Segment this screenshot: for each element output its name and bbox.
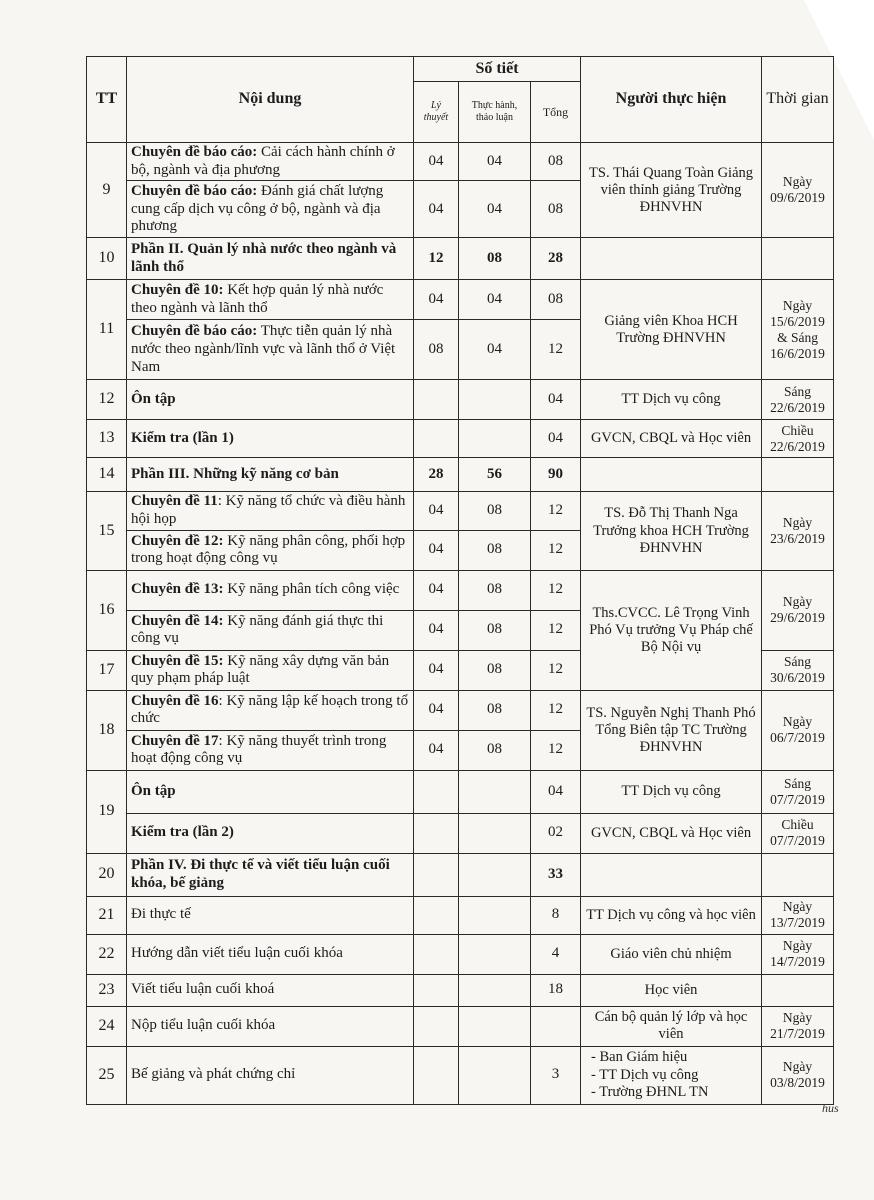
theory-hours: 04	[414, 650, 459, 690]
total-hours: 04	[531, 380, 581, 420]
time-cell: Ngày 14/7/2019	[762, 934, 834, 974]
theory-hours: 04	[414, 730, 459, 770]
practice-hours: 04	[459, 181, 531, 238]
table-row	[87, 1006, 834, 1046]
topic-label: Chuyên đề báo cáo:	[131, 144, 258, 160]
table-row	[87, 813, 834, 853]
person-cell: TT Dịch vụ công và học viên	[581, 896, 762, 934]
practice-hours: 08	[459, 570, 531, 610]
topic-label: Chuyên đề 13:	[131, 581, 224, 598]
table-row	[87, 934, 834, 974]
row-number: 23	[87, 974, 127, 1006]
table-row	[87, 974, 834, 1006]
topic-cell	[127, 570, 414, 610]
topic-cell: Nộp tiểu luận cuối khóa	[127, 1006, 414, 1046]
table-row	[87, 143, 834, 181]
total-hours: 4	[531, 934, 581, 974]
theory-hours: 04	[414, 181, 459, 238]
person-cell	[581, 238, 762, 280]
topic-text: : Kỹ năng thuyết trình trong hoạt động công vụ	[131, 732, 387, 767]
topic-text: Kết hợp quản lý nhà nước theo ngành và lãnh thổ	[131, 282, 384, 316]
row-number: 16	[87, 570, 127, 650]
topic-label: Chuyên đề 16	[131, 692, 219, 709]
total-hours: 8	[531, 896, 581, 934]
time-cell	[762, 458, 834, 492]
practice-hours	[459, 770, 531, 813]
practice-hours: 08	[459, 238, 531, 280]
practice-hours: 08	[459, 730, 531, 770]
theory-hours: 04	[414, 690, 459, 730]
table-row	[87, 853, 834, 896]
part-title: Phần III. Những kỹ năng cơ bản	[127, 458, 414, 492]
total-hours: 12	[531, 730, 581, 770]
row-number: 9	[87, 143, 127, 238]
person-cell	[581, 853, 762, 896]
time-cell: Ngày 23/6/2019	[762, 492, 834, 570]
topic-text: Đánh giá chất lượng cung cấp dịch vụ công ở bộ, ngành và địa phương	[131, 182, 384, 235]
topic-cell	[127, 492, 414, 530]
theory-hours	[414, 813, 459, 853]
header-content: Nội dung	[127, 57, 414, 143]
table-row	[87, 570, 834, 610]
total-hours: 12	[531, 320, 581, 380]
theory-hours	[414, 1006, 459, 1046]
topic-cell: Bế giảng và phát chứng chỉ	[127, 1046, 414, 1104]
time-cell: Ngày 09/6/2019	[762, 143, 834, 238]
time-cell: Chiều 07/7/2019	[762, 813, 834, 853]
topic-cell	[127, 610, 414, 650]
total-hours: 04	[531, 770, 581, 813]
person-cell: GVCN, CBQL và Học viên	[581, 813, 762, 853]
practice-hours	[459, 896, 531, 934]
topic-cell: Đi thực tế	[127, 896, 414, 934]
theory-hours	[414, 380, 459, 420]
row-number: 11	[87, 280, 127, 380]
time-cell: Ngày 21/7/2019	[762, 1006, 834, 1046]
person-cell: TS. Nguyễn Nghị Thanh Phó Tổng Biên tập TC Trường ĐHNVHN	[581, 690, 762, 770]
practice-hours	[459, 1006, 531, 1046]
theory-hours: 04	[414, 492, 459, 530]
practice-hours	[459, 974, 531, 1006]
time-cell	[762, 853, 834, 896]
total-hours: 3	[531, 1046, 581, 1104]
time-cell: Sáng 30/6/2019	[762, 650, 834, 690]
total-hours: 08	[531, 280, 581, 320]
table-row	[87, 1046, 834, 1104]
theory-hours: 28	[414, 458, 459, 492]
topic-label: Chuyên đề 11	[131, 493, 218, 510]
row-number: 10	[87, 238, 127, 280]
topic-cell: Ôn tập	[127, 770, 414, 813]
practice-hours: 04	[459, 280, 531, 320]
practice-hours	[459, 1046, 531, 1104]
time-cell: Ngày 13/7/2019	[762, 896, 834, 934]
person-cell: TT Dịch vụ công	[581, 380, 762, 420]
total-hours: 08	[531, 181, 581, 238]
row-number: 13	[87, 420, 127, 458]
theory-hours: 04	[414, 280, 459, 320]
theory-hours	[414, 1046, 459, 1104]
header-person: Người thực hiện	[581, 57, 762, 143]
person-cell	[581, 458, 762, 492]
topic-cell	[127, 730, 414, 770]
topic-text: Cải cách hành chính ở bộ, ngành và địa phương	[131, 144, 395, 178]
theory-hours	[414, 420, 459, 458]
row-number: 18	[87, 690, 127, 770]
table-row	[87, 896, 834, 934]
practice-hours: 08	[459, 610, 531, 650]
topic-label: Chuyên đề 10:	[131, 282, 224, 299]
topic-text: Kỹ năng phân tích công việc	[223, 581, 400, 598]
total-hours: 33	[531, 853, 581, 896]
theory-hours: 04	[414, 143, 459, 181]
topic-label: Chuyên đề 15:	[131, 652, 224, 669]
time-cell	[762, 974, 834, 1006]
topic-cell: Hướng dẫn viết tiểu luận cuối khóa	[127, 934, 414, 974]
training-schedule-table	[86, 56, 834, 1105]
topic-text: Kỹ năng đánh giá thực thi công vụ	[131, 612, 384, 647]
topic-text: Kỹ năng xây dựng văn bản quy phạm pháp luật	[131, 652, 390, 687]
header-total: Tổng	[531, 82, 581, 143]
header-time: Thời gian	[762, 57, 834, 143]
theory-hours: 04	[414, 610, 459, 650]
theory-hours: 12	[414, 238, 459, 280]
theory-hours: 04	[414, 570, 459, 610]
topic-cell	[127, 143, 414, 181]
row-number: 17	[87, 650, 127, 690]
total-hours: 12	[531, 570, 581, 610]
practice-hours: 04	[459, 143, 531, 181]
time-cell: Ngày 03/8/2019	[762, 1046, 834, 1104]
topic-label: Chuyên đề 17	[131, 732, 219, 749]
total-hours: 12	[531, 690, 581, 730]
topic-cell	[127, 181, 414, 238]
row-number: 24	[87, 1006, 127, 1046]
table-row	[87, 458, 834, 492]
total-hours: 08	[531, 143, 581, 181]
table-row	[87, 238, 834, 280]
person-line: - TT Dịch vụ công	[591, 1066, 699, 1083]
practice-hours: 08	[459, 530, 531, 570]
total-hours: 28	[531, 238, 581, 280]
person-cell: TS. Đỗ Thị Thanh Nga Trưởng khoa HCH Trường ĐHNVHN	[581, 492, 762, 570]
time-cell: Chiều 22/6/2019	[762, 420, 834, 458]
theory-hours	[414, 934, 459, 974]
header-row	[87, 57, 834, 82]
time-cell: Ngày 29/6/2019	[762, 570, 834, 650]
topic-cell	[127, 650, 414, 690]
total-hours: 90	[531, 458, 581, 492]
topic-text: Kỹ năng phân công, phối hợp trong hoạt động công vụ	[131, 532, 406, 567]
practice-hours: 08	[459, 492, 531, 530]
table-row	[87, 280, 834, 320]
theory-hours	[414, 974, 459, 1006]
person-line: - Trường ĐHNL TN	[591, 1083, 709, 1100]
person-cell: GVCN, CBQL và Học viên	[581, 420, 762, 458]
topic-cell: Kiểm tra (lần 2)	[127, 813, 414, 853]
header-practice: Thực hành, thảo luận	[459, 82, 531, 143]
header-lessons: Số tiết	[414, 57, 581, 82]
topic-cell	[127, 530, 414, 570]
person-line: - Ban Giám hiệu	[591, 1049, 688, 1066]
time-cell: Sáng 22/6/2019	[762, 380, 834, 420]
topic-cell: Kiểm tra (lần 1)	[127, 420, 414, 458]
part-title: Phần II. Quản lý nhà nước theo ngành và lãnh thổ	[127, 238, 414, 280]
topic-cell	[127, 320, 414, 380]
person-cell: Giảng viên Khoa HCH Trường ĐHNVHN	[581, 280, 762, 380]
practice-hours: 08	[459, 690, 531, 730]
total-hours: 18	[531, 974, 581, 1006]
total-hours: 02	[531, 813, 581, 853]
person-cell: TS. Thái Quang Toàn Giảng viên thỉnh giảng Trường ĐHNVHN	[581, 143, 762, 238]
topic-text: : Kỹ năng lập kế hoạch trong tổ chức	[131, 692, 409, 727]
theory-hours: 08	[414, 320, 459, 380]
person-cell: Giáo viên chủ nhiệm	[581, 934, 762, 974]
time-cell	[762, 238, 834, 280]
total-hours: 12	[531, 610, 581, 650]
table-row	[87, 690, 834, 730]
topic-label: Chuyên đề 14:	[131, 612, 224, 629]
total-hours: 12	[531, 492, 581, 530]
theory-hours	[414, 853, 459, 896]
part-title: Phần IV. Đi thực tế và viết tiểu luận cuối khóa, bế giảng	[127, 853, 414, 896]
practice-hours: 08	[459, 650, 531, 690]
person-cell: Ths.CVCC. Lê Trọng Vinh Phó Vụ trưởng Vụ Pháp chế Bộ Nội vụ	[581, 570, 762, 690]
table-row	[87, 420, 834, 458]
row-number: 15	[87, 492, 127, 570]
row-number: 25	[87, 1046, 127, 1104]
table-row	[87, 492, 834, 530]
total-hours: 12	[531, 650, 581, 690]
person-cell	[581, 1046, 762, 1104]
initials-signature: hus	[822, 1101, 839, 1115]
theory-hours: 04	[414, 530, 459, 570]
header-tt: TT	[87, 57, 127, 143]
practice-hours	[459, 853, 531, 896]
topic-cell: Ôn tập	[127, 380, 414, 420]
theory-hours	[414, 770, 459, 813]
practice-hours	[459, 420, 531, 458]
row-number: 19	[87, 770, 127, 853]
topic-label: Chuyên đề báo cáo:	[131, 182, 258, 199]
practice-hours: 56	[459, 458, 531, 492]
row-number: 14	[87, 458, 127, 492]
practice-hours: 04	[459, 320, 531, 380]
row-number: 12	[87, 380, 127, 420]
practice-hours	[459, 934, 531, 974]
topic-label: Chuyên đề báo cáo:	[131, 323, 258, 340]
topic-text: : Kỹ năng tổ chức và điều hành hội họp	[131, 493, 406, 528]
row-number: 20	[87, 853, 127, 896]
total-hours	[531, 1006, 581, 1046]
person-cell: Học viên	[581, 974, 762, 1006]
theory-hours	[414, 896, 459, 934]
total-hours: 04	[531, 420, 581, 458]
topic-label: Chuyên đề 12:	[131, 532, 224, 549]
topic-cell: Viết tiểu luận cuối khoá	[127, 974, 414, 1006]
person-cell: TT Dịch vụ công	[581, 770, 762, 813]
table-row	[87, 380, 834, 420]
time-cell: Ngày 15/6/2019 & Sáng 16/6/2019	[762, 280, 834, 380]
time-cell: Sáng 07/7/2019	[762, 770, 834, 813]
total-hours: 12	[531, 530, 581, 570]
topic-text: Thực tiễn quản lý nhà nước theo ngành/lĩnh vực và lãnh thổ ở Việt Nam	[131, 323, 396, 375]
row-number: 21	[87, 896, 127, 934]
practice-hours	[459, 380, 531, 420]
table-row	[87, 770, 834, 813]
time-cell: Ngày 06/7/2019	[762, 690, 834, 770]
practice-hours	[459, 813, 531, 853]
topic-cell	[127, 280, 414, 320]
person-cell: Cán bộ quản lý lớp và học viên	[581, 1006, 762, 1046]
row-number: 22	[87, 934, 127, 974]
header-theory: Lý thuyết	[414, 82, 459, 143]
topic-cell	[127, 690, 414, 730]
